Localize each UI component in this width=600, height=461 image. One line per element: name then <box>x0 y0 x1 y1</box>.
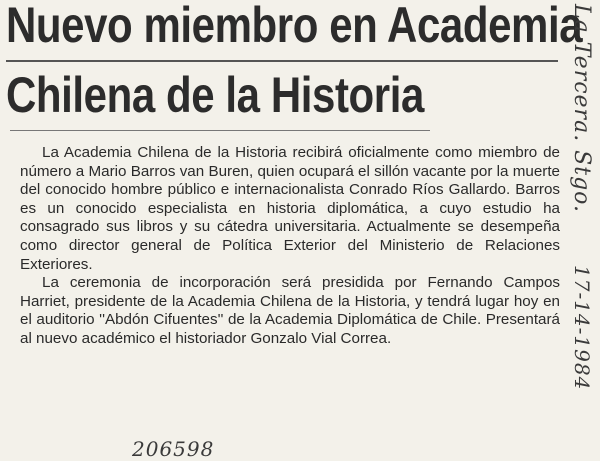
headline-line-2: Chilena de la Historia <box>6 67 424 123</box>
handwritten-date: 17-14-1984 <box>570 265 594 391</box>
handwritten-number: 206598 <box>132 437 215 461</box>
article-paragraph-2: La ceremonia de incorporación será presidida por Fernando Campos Harriet, presidente de la Academia Chilena de la Historia, y tendrá lugar hoy en el auditorio ''Abdón Cifuentes'' de la Academia Diplomática de Chile. Presentará al nuevo académico el historiador Gonzalo Vial Correa. <box>20 274 560 347</box>
article-paragraph-1: La Academia Chilena de la Historia recibirá oficialmente como miembro de número a Mario Barros van Buren, quien ocupará el sillón vacante por la muerte del conocido hombre público e internacionalista Conrado Ríos Gallardo. Barros es un conocido especialista en historia diplomática, a cuyo estudio ha consagrado sus libros y su cátedra universitaria. Actualmente se desempeña como director general de Política Exterior del Ministerio de Relaciones Exteriores. <box>20 144 560 273</box>
headline-line-1: Nuevo miembro en Academia <box>6 0 583 53</box>
article-body <box>20 144 560 349</box>
handwritten-source: La Tercera. Stgo. <box>569 4 594 214</box>
body-divider <box>10 130 430 131</box>
headline-divider <box>6 60 558 62</box>
